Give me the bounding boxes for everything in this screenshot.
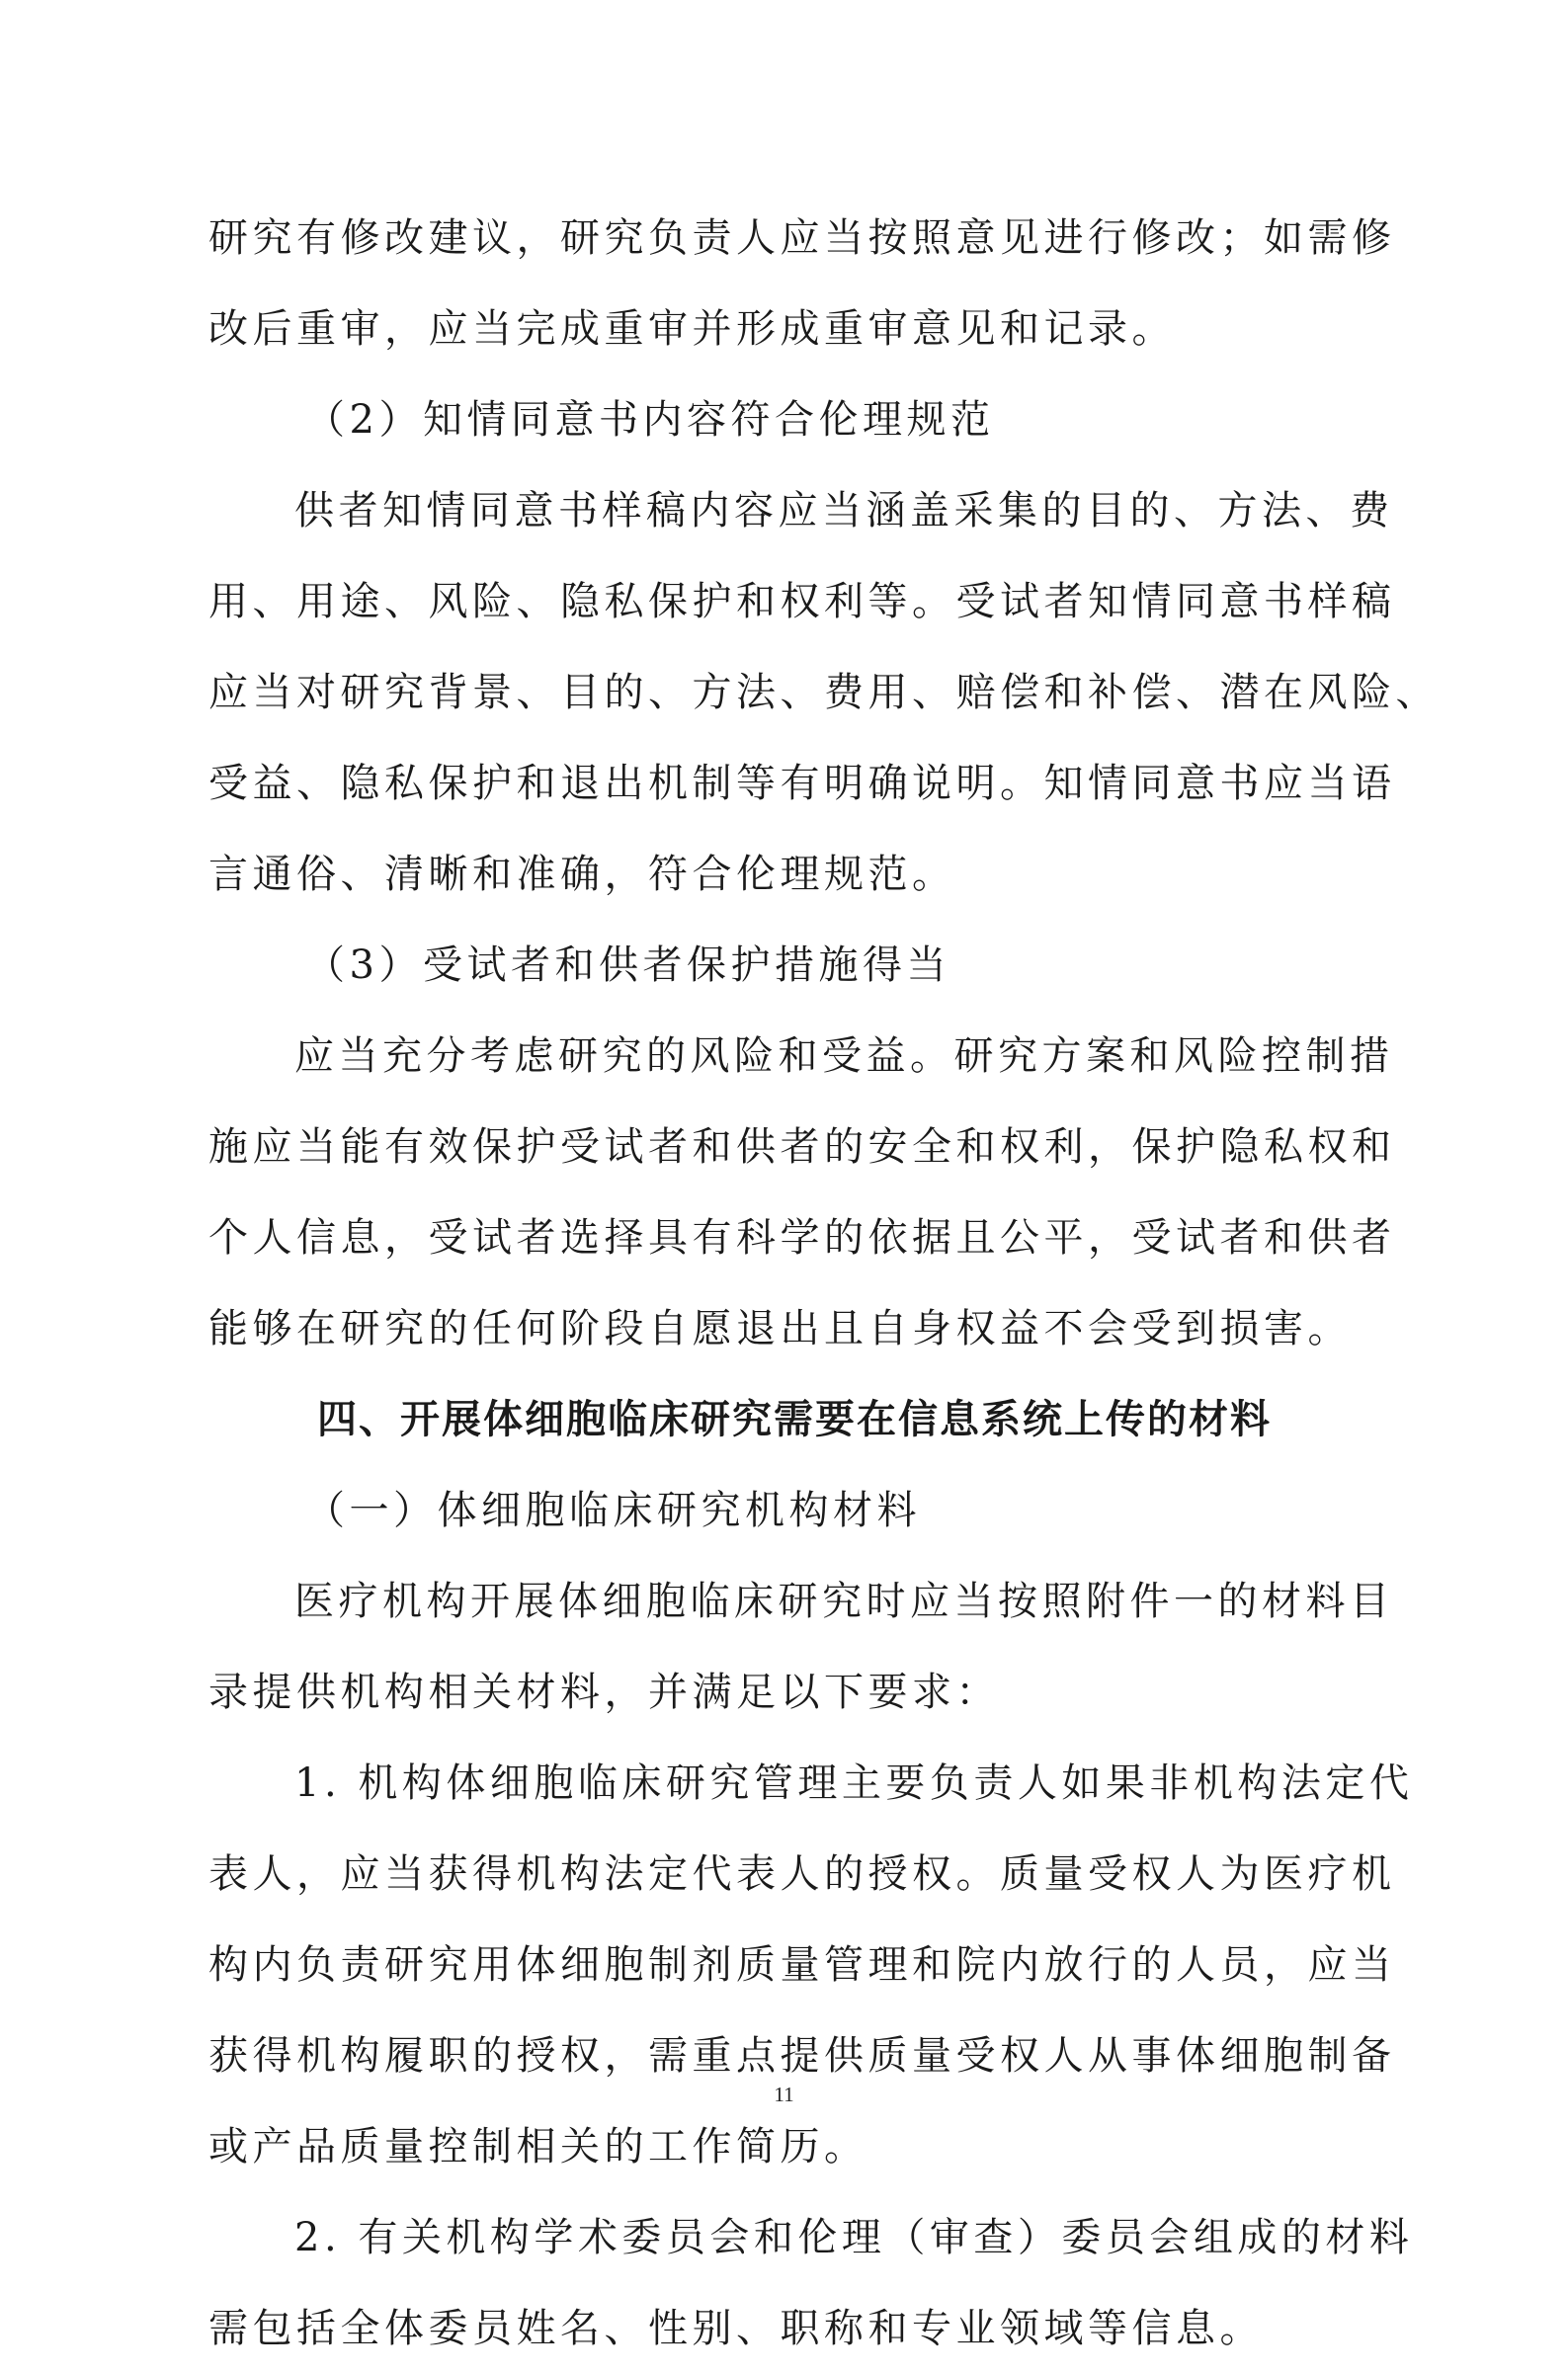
page-number: 11 [774,2083,794,2106]
paragraph-line: 医疗机构开展体细胞临床研究时应当按照附件一的材料目 [294,1579,1394,1624]
paragraph-line: 改后重审，应当完成重审并形成重审意见和记录。 [208,306,1176,352]
subsection-heading: （一）体细胞临床研究机构材料 [305,1488,921,1533]
paragraph-line: 用、用途、风险、隐私保护和权利等。受试者知情同意书样稿 [208,579,1396,624]
paragraph-line: 受益、隐私保护和退出机制等有明确说明。知情同意书应当语 [208,761,1396,806]
paragraph-line: 言通俗、清晰和准确，符合伦理规范。 [208,852,956,897]
paragraph-line: 研究有修改建议，研究负责人应当按照意见进行修改；如需修 [208,215,1396,261]
list-item-line: 2. 有关机构学术委员会和伦理（审查）委员会组成的材料 [294,2215,1414,2260]
paragraph-line: 个人信息，受试者选择具有科学的依据且公平，受试者和供者 [208,1215,1396,1261]
subsection-heading: （3）受试者和供者保护措施得当 [305,942,950,988]
subsection-heading: （2）知情同意书内容符合伦理规范 [305,397,995,443]
list-item-line: 需包括全体委员姓名、性别、职称和专业领域等信息。 [208,2306,1264,2351]
paragraph-line: 施应当能有效保护受试者和供者的安全和权利，保护隐私权和 [208,1124,1396,1170]
list-item-line: 或产品质量控制相关的工作简历。 [208,2124,868,2169]
paragraph-line: 应当充分考虑研究的风险和受益。研究方案和风险控制措 [294,1033,1394,1079]
paragraph-line: 录提供机构相关材料，并满足以下要求： [208,1670,1000,1715]
list-item-line: 获得机构履职的授权，需重点提供质量受权人从事体细胞制备 [208,2033,1396,2079]
list-item-line: 构内负责研究用体细胞制剂质量管理和院内放行的人员，应当 [208,1942,1396,1988]
paragraph-line: 供者知情同意书样稿内容应当涵盖采集的目的、方法、费 [294,488,1394,533]
paragraph-line: 应当对研究背景、目的、方法、费用、赔偿和补偿、潜在风险、 [208,670,1440,715]
section-heading: 四、开展体细胞临床研究需要在信息系统上传的材料 [317,1397,1272,1442]
list-item-line: 1. 机构体细胞临床研究管理主要负责人如果非机构法定代 [294,1760,1414,1806]
list-item-line: 表人，应当获得机构法定代表人的授权。质量受权人为医疗机 [208,1851,1396,1897]
paragraph-line: 能够在研究的任何阶段自愿退出且自身权益不会受到损害。 [208,1306,1352,1351]
